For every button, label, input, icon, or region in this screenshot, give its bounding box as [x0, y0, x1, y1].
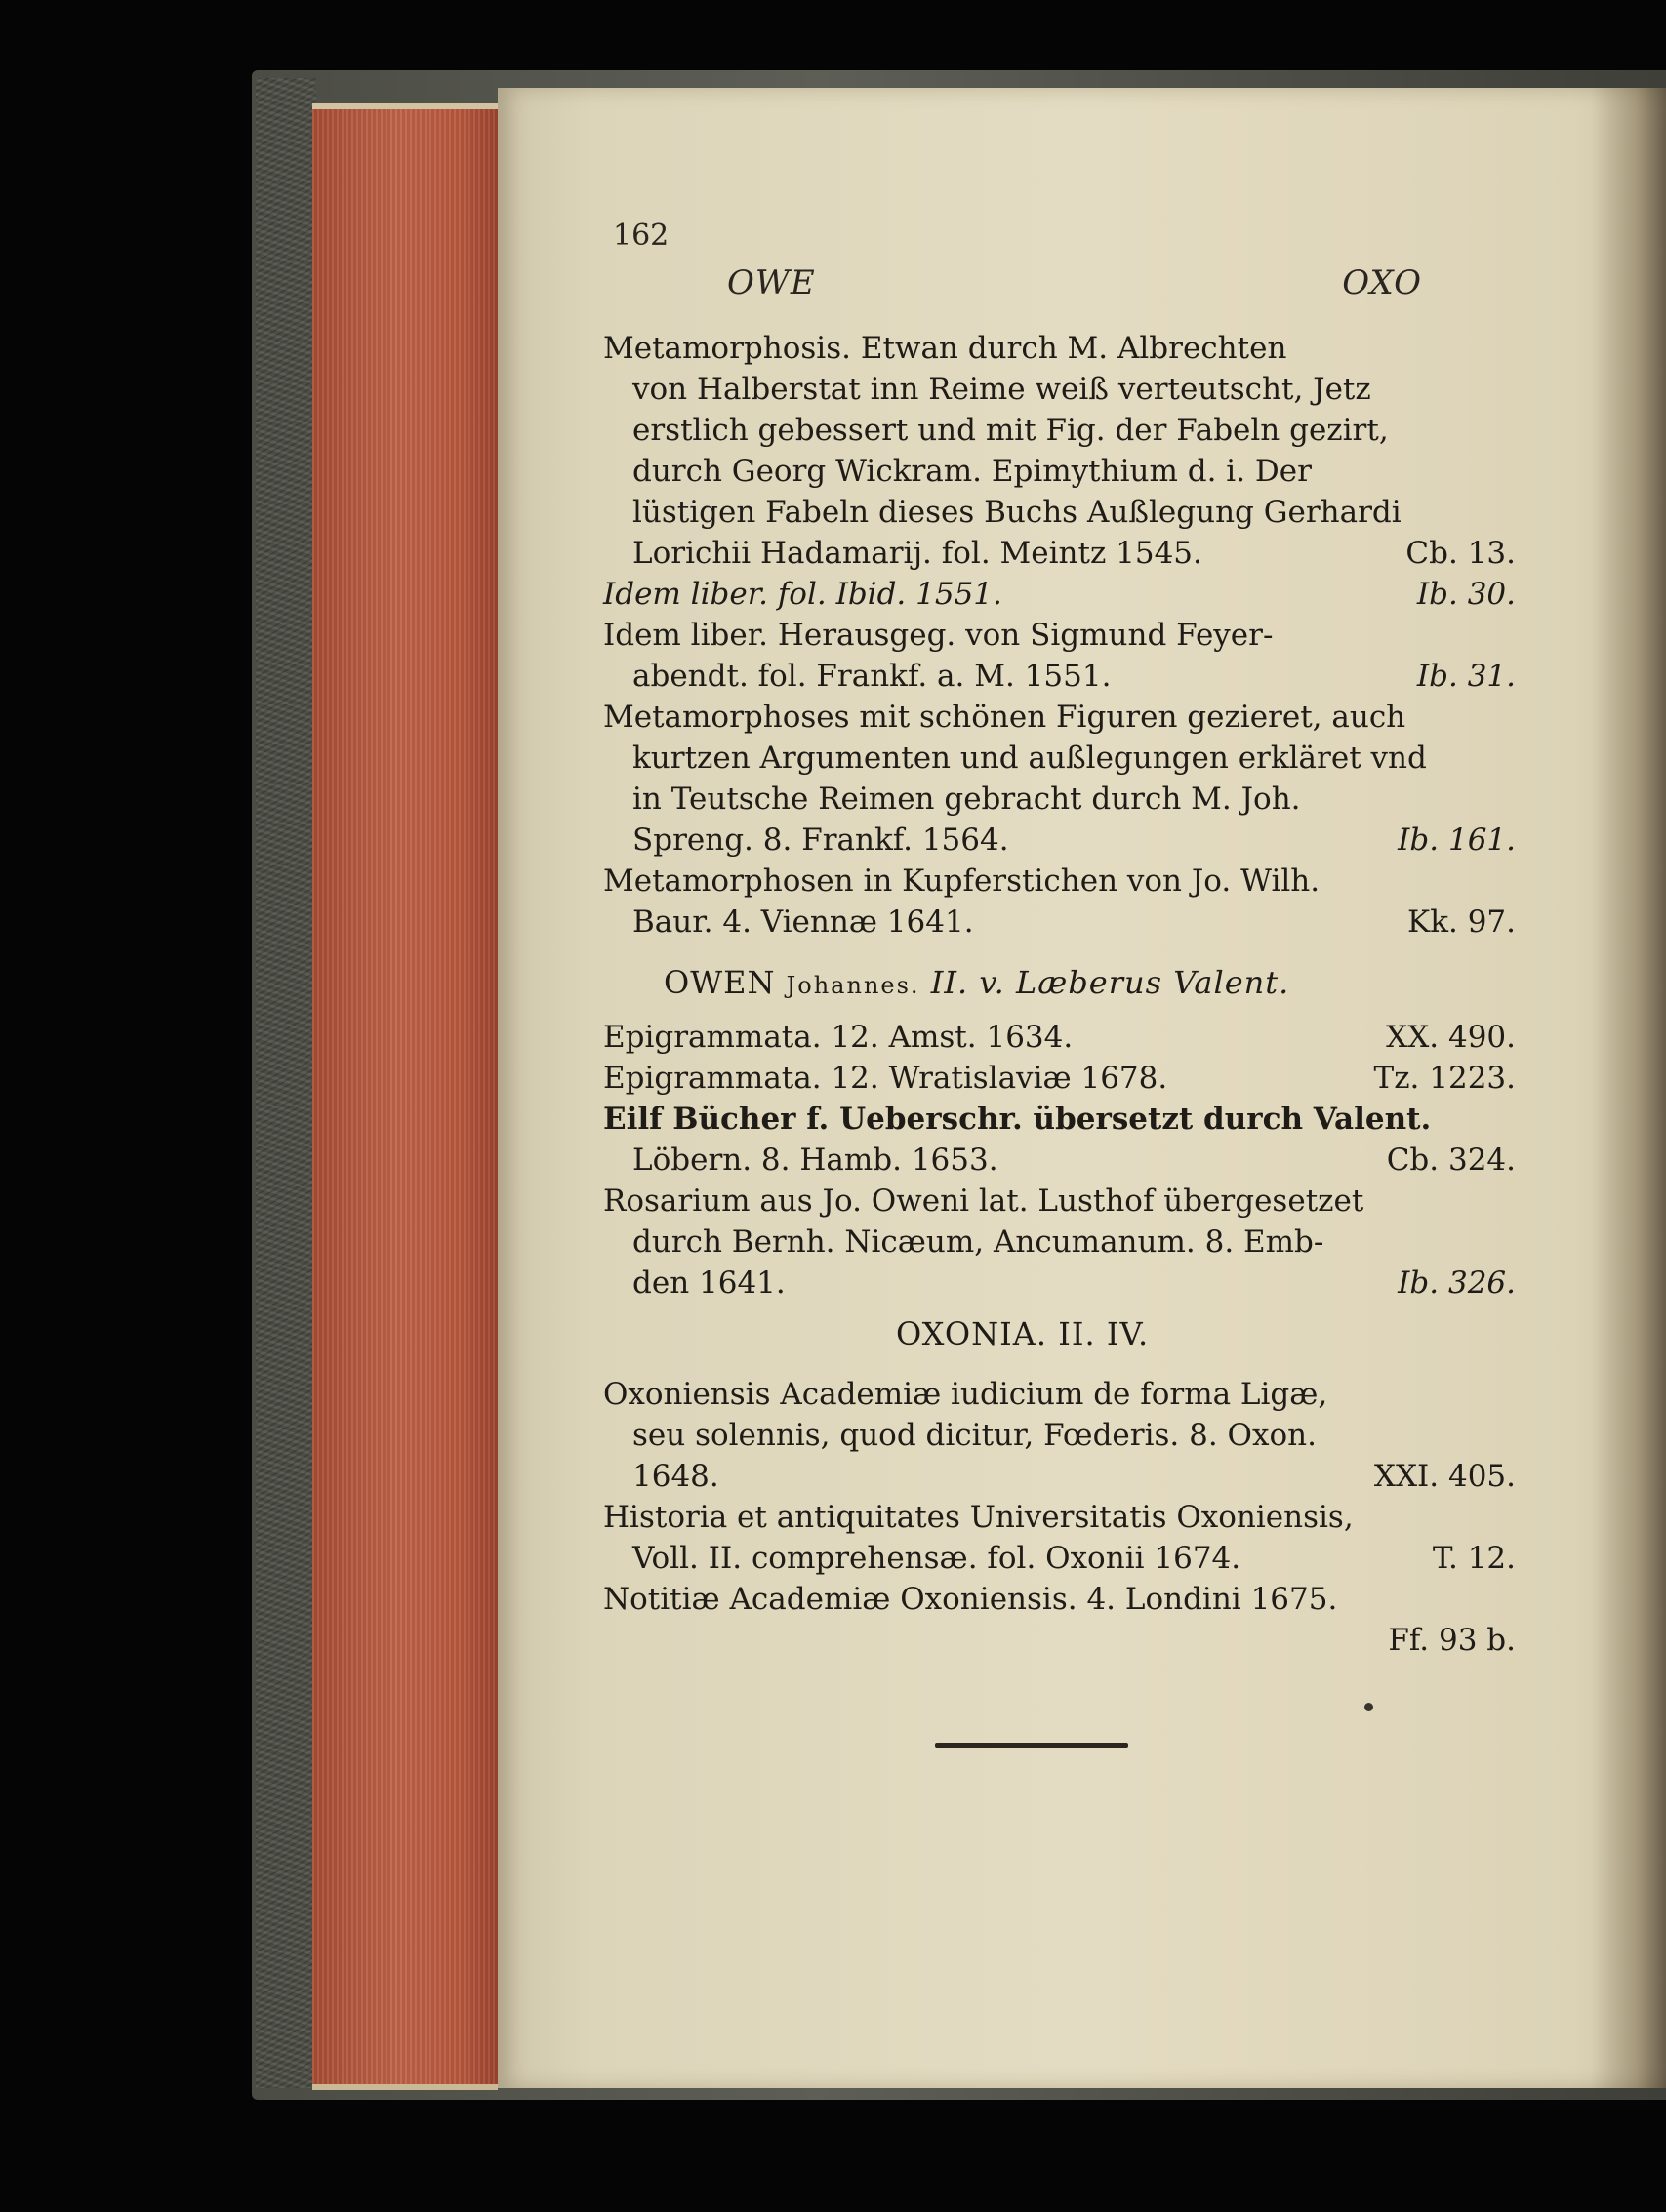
entry-line: Idem liber. fol. Ibid. 1551. Ib. 30. [603, 577, 1516, 612]
entry-line: den 1641. Ib. 326. [632, 1266, 1516, 1301]
entry-line: erstlich gebessert und mit Fig. der Fabeln gezirt, [632, 413, 1389, 448]
ink-dot [1364, 1703, 1373, 1711]
entry-line: Baur. 4. Viennæ 1641. Kk. 97. [632, 905, 1516, 940]
gutter-shadow [1591, 88, 1666, 2088]
entry-line: lüstigen Fabeln dieses Buchs Außlegung Gerhardi [632, 495, 1402, 530]
oxonia-entries [603, 1374, 1516, 1661]
entry-line: durch Bernh. Nicæum, Ancumanum. 8. Emb- [632, 1225, 1324, 1260]
entry-line: Metamorphosis. Etwan durch M. Albrechten [603, 331, 1287, 366]
entry-line: Eilf Bücher f. Ueberschr. übersetzt durch Valent. [603, 1102, 1432, 1137]
entry-line: Historia et antiquitates Universitatis Oxoniensis, [603, 1500, 1354, 1535]
entry-line: 1648. XXI. 405. [632, 1459, 1516, 1494]
cover-texture [256, 78, 316, 2088]
page-edges [312, 103, 498, 2090]
entry-line: Oxoniensis Academiæ iudicium de forma Ligæ, [603, 1377, 1328, 1412]
entry-line: Lorichii Hadamarij. fol. Meintz 1545. Cb. 13. [632, 536, 1516, 571]
entry-line: Löbern. 8. Hamb. 1653. Cb. 324. [632, 1143, 1516, 1178]
owen-heading: OWEN Johannes. II. v. Læberus Valent. [664, 964, 1290, 1001]
running-head-left: OWE [727, 263, 816, 302]
entry-line: Notitiæ Academiæ Oxoniensis. 4. Londini 1675. [603, 1582, 1338, 1617]
entry-line: von Halberstat inn Reime weiß verteutscht, Jetz [632, 372, 1371, 407]
entry-line: Metamorphoses mit schönen Figuren gezieret, auch [603, 700, 1406, 735]
entry-line: Spreng. 8. Frankf. 1564. Ib. 161. [632, 823, 1516, 858]
entry-line: kurtzen Argumenten und außlegungen erkläret vnd [632, 741, 1427, 776]
running-head [727, 263, 1422, 302]
page-number: 162 [613, 219, 670, 253]
entry-line: Metamorphosen in Kupferstichen von Jo. Wilh. [603, 864, 1321, 899]
entry-line: Idem liber. Herausgeg. von Sigmund Feyer- [603, 618, 1274, 653]
entry-line: abendt. fol. Frankf. a. M. 1551. Ib. 31. [632, 659, 1516, 694]
running-head-right: OXO [1342, 263, 1422, 302]
entry-line: durch Georg Wickram. Epimythium d. i. Der [632, 454, 1312, 489]
entry-line: Rosarium aus Jo. Oweni lat. Lusthof übergesetzet [603, 1184, 1364, 1219]
entry-line: Ff. 93 b. [1388, 1623, 1516, 1658]
oxonia-heading: OXONIA. II. IV. [896, 1315, 1150, 1352]
entry-line: Epigrammata. 12. Amst. 1634. XX. 490. [603, 1020, 1516, 1055]
entry-line: seu solennis, quod dicitur, Fœderis. 8. Oxon. [632, 1418, 1317, 1453]
owen-entries [603, 1017, 1516, 1304]
ovid-entries [603, 328, 1516, 943]
end-rule [935, 1743, 1128, 1748]
entry-line: in Teutsche Reimen gebracht durch M. Joh. [632, 782, 1301, 817]
entry-line: Epigrammata. 12. Wratislaviæ 1678. Tz. 1223. [603, 1061, 1516, 1096]
entry-line: Voll. II. comprehensæ. fol. Oxonii 1674. T. 12. [632, 1541, 1516, 1576]
